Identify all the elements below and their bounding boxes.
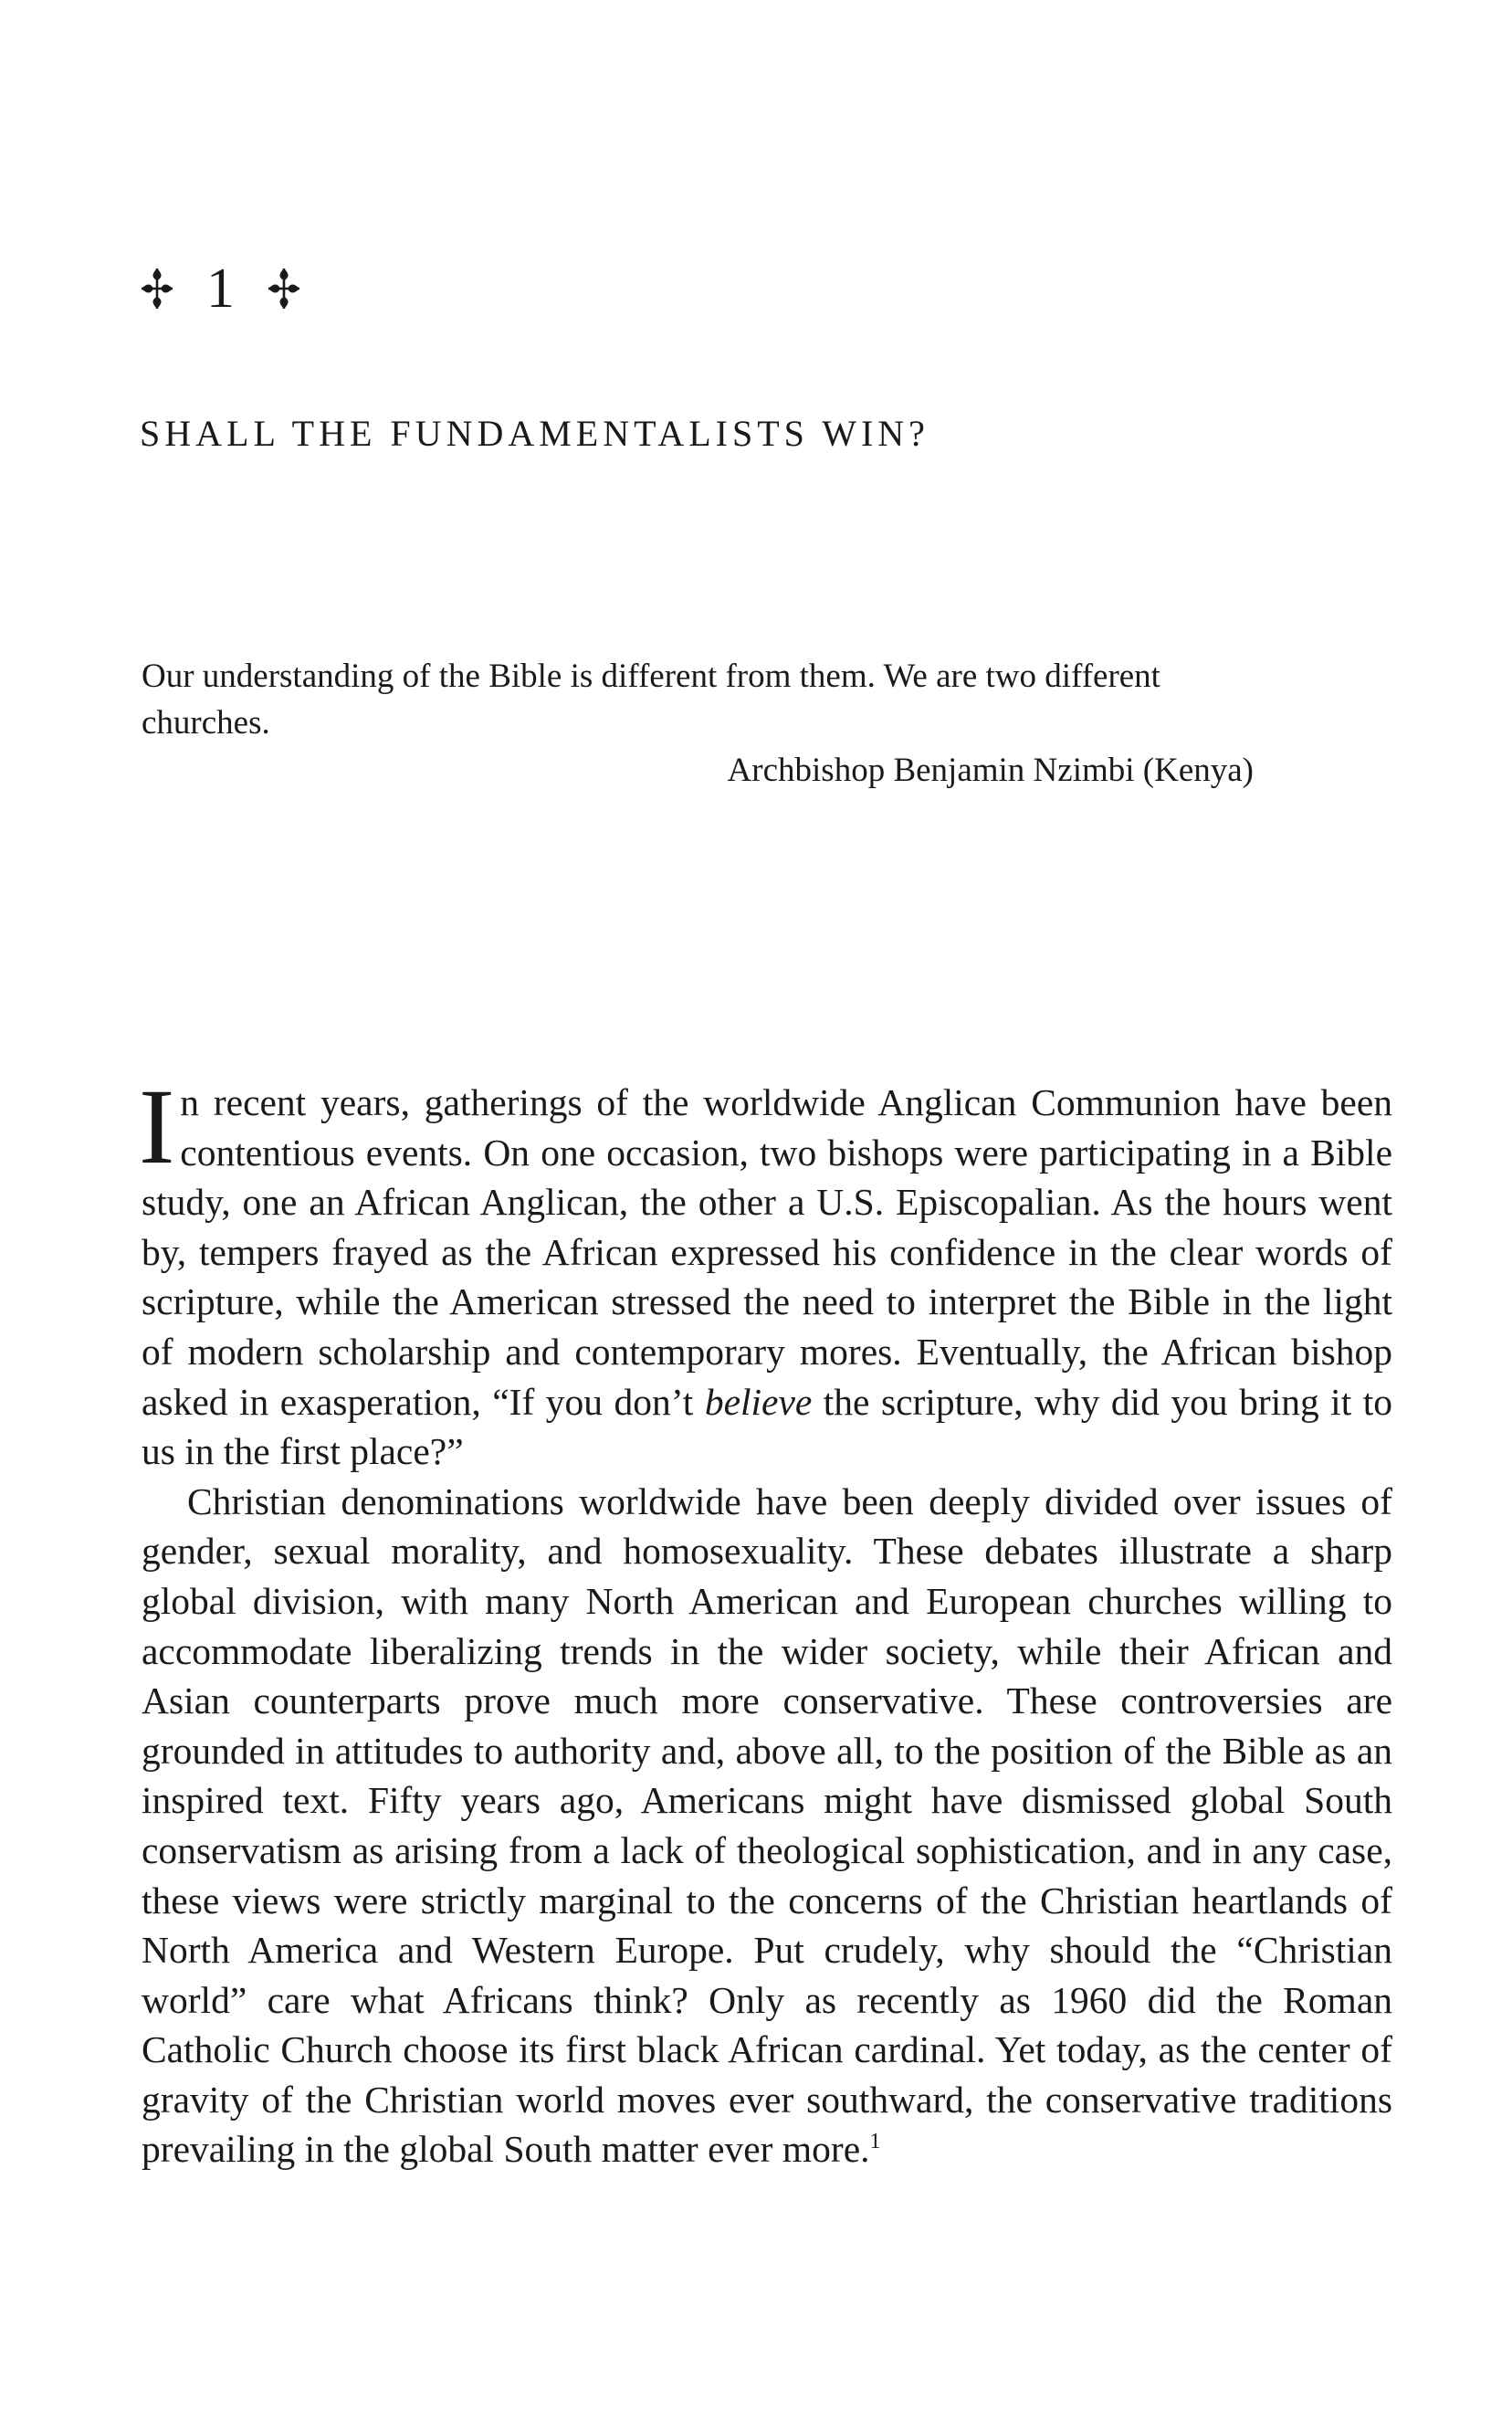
italic-emphasis: believe: [704, 1380, 813, 1423]
drop-cap: I: [139, 1067, 175, 1186]
paragraph-text: n recent years, gatherings of the worldwide Anglican Communion have been contentious events. On one occasion, two bishops were participating in a Bible study, one an African Anglican, the other a U.S. Episcopalian. As the hours went by, tempers frayed as the African expressed his confidence in the clear words of scripture, while the American stressed the need to interpret the Bible in the light of modern scholarship and contemporary mores. Eventually, the African bishop asked in exasperation, “If you don’t: [142, 1081, 1392, 1423]
paragraph-text: Christian denominations worldwide have been deeply divided over issues of gender, sexual morality, and homosexuality. These debates illustrate a sharp global division, with many North American and European churches willing to accommodate liberalizing trends in the wider society, while their African and Asian counterparts prove much more conservative. These controversies are grounded in attitudes to authority and, above all, to the position of the Bible as an inspired text. Fifty years ago, Americans might have dismissed global South conservatism as arising from a lack of theological sophistication, and in any case, these views were strictly marginal to the concerns of the Christian heartlands of North America and Western Europe. Put crudely, why should the “Christian world” care what Africans think? Only as recently as 1960 did the Roman Catholic Church choose its first black African cardinal. Yet today, as the center of gravity of the Christian world moves ever southward, the conservative traditions prevailing in the global South matter ever more.: [142, 1479, 1392, 2171]
footnote-reference[interactable]: 1: [869, 2130, 881, 2154]
cross-ornament-icon: [139, 266, 175, 311]
chapter-body: [139, 1067, 1392, 2174]
epigraph-attribution: Archbishop Benjamin Nzimbi (Kenya): [727, 752, 1254, 789]
chapter-title: SHALL THE FUNDAMENTALISTS WIN?: [140, 413, 929, 454]
paragraph-text: the scripture, why did you bring it to us in the first place?”: [142, 1380, 1392, 1473]
paragraph: [139, 1067, 1392, 1477]
cross-ornament-icon: [266, 266, 302, 311]
chapter-number: [139, 252, 302, 325]
paragraph: [142, 1477, 1392, 2174]
epigraph-quote: Our understanding of the Bible is different from them. We are two different churches.: [142, 658, 1160, 742]
chapter-number-value: 1: [206, 258, 235, 320]
